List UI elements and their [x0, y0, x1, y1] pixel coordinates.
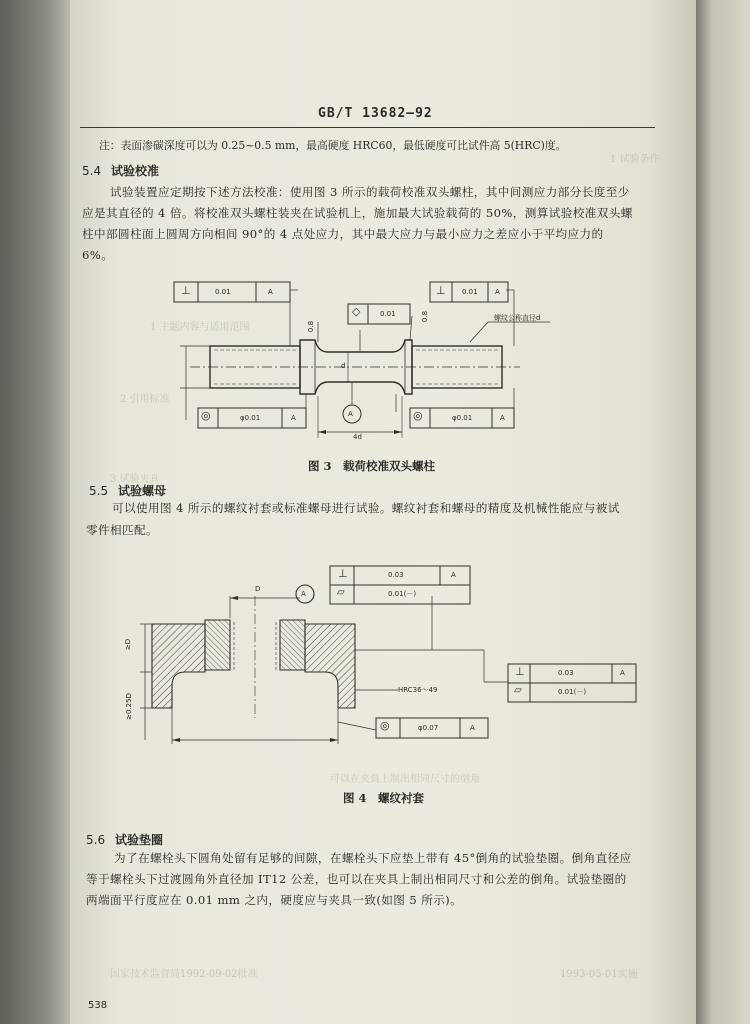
fig4-datum-top: A [451, 571, 456, 579]
fig4-coax-symbol: ◎ [380, 719, 390, 732]
fig3-length-4d: 4d [353, 433, 362, 441]
fig3-datum-left-top: A [268, 288, 273, 296]
fig3-perp-symbol-left: ⊥ [181, 284, 191, 297]
fig4-hardness-label: HRC36～49 [398, 686, 438, 694]
fig3-perp-symbol-right: ⊥ [436, 284, 446, 297]
section-5-5-number: 5.5 [89, 484, 109, 498]
section-5-6-number: 5.6 [86, 833, 106, 847]
fig4-flat-symbol-right: ▱ [514, 685, 522, 696]
fig3-tol-center: 0.01 [380, 310, 396, 318]
fig3-datum-left-bottom: A [291, 414, 296, 422]
fig4-datum-bottom: A [470, 724, 475, 732]
fig3-tol-left-top: 0.01 [215, 288, 231, 296]
section-5-5-line-1: 可以使用图 4 所示的螺纹衬套或标准螺母进行试验。螺纹衬套和螺母的精度及机械性能应与被试 [112, 501, 620, 515]
fig3-datum-a-label: A [348, 410, 353, 418]
fig4-dimension-ge-025D: ≥0.25D [124, 693, 133, 720]
fig4-tol-top: 0.03 [388, 571, 404, 579]
fig4-dimension-ge-D: ≥D [124, 638, 133, 651]
fig4-tol-bottom: φ0.07 [418, 724, 439, 732]
page-number: 538 [88, 1000, 108, 1011]
fig4-flat-symbol-top: ▱ [337, 587, 345, 598]
fig4-datum-a-label: A [301, 590, 306, 598]
section-5-5-line-2: 零件相匹配。 [86, 523, 158, 537]
fig3-coax-symbol-right: ◎ [413, 409, 423, 422]
section-5-4-title: 试验校准 [111, 164, 160, 178]
fig3-radius-right: 0.8 [421, 310, 430, 323]
fig3-tol-right-bottom: φ0.01 [452, 414, 473, 422]
fig3-datum-right-bottom: A [500, 414, 505, 422]
fig4-tol-right: 0.03 [558, 669, 574, 677]
section-5-4-number: 5.4 [82, 164, 102, 178]
standard-number-header: GB/T 13682—92 [318, 106, 433, 121]
fig3-thread-label: 螺纹公称直径d [494, 314, 541, 322]
fig3-datum-right-top: A [495, 288, 500, 296]
section-5-5-title: 试验螺母 [118, 484, 167, 498]
fig3-tol-left-bottom: φ0.01 [240, 414, 261, 422]
fig3-coax-symbol-left: ◎ [201, 409, 211, 422]
fig3-diameter-d: d [341, 362, 346, 370]
fig3-tol-right-top: 0.01 [462, 288, 478, 296]
fig4-datum-right: A [620, 669, 625, 677]
section-5-4-line-4: 6%。 [82, 248, 114, 262]
fig4-dimension-D: D [255, 585, 261, 593]
fig4-perp-symbol-top: ⊥ [338, 567, 348, 580]
section-5-6-title: 试验垫圈 [115, 833, 164, 847]
section-5-4-line-1: 试验装置应定期按下述方法校准：使用图 3 所示的载荷校准双头螺柱，其中间测应力部分长度至少 [110, 185, 630, 199]
section-5-4-line-2: 应是其直径的 4 倍。将校准双头螺柱装夹在试验机上，施加最大试验载荷的 50%，测算试验校准双头螺 [82, 206, 633, 220]
fig4-flat-tol-right: 0.01(－) [558, 688, 587, 696]
section-5-4-line-3: 柱中部圆柱面上圆周方向相间 90°的 4 点处应力，其中最大应力与最小应力之差应小于平均应力的 [82, 227, 604, 241]
scanned-page: 1 试验条件 1 主题内容与适用范围 2 引用标准 3 试验夹具 可以在夹具上制出相同尺寸的倒角 国家技术监督局1992-09-02批准 1993-05-01实施 GB/T 13682—92 注：表面渗碳深度可以为 0.25~0.5 mm，最高硬度 HRC60，最低硬度可比试件高 5(HRC)度。 5.4 试验校准 试验装置应定期按下述方法校准：使用图 3 所示的载荷校准双头螺柱，其中间测应力部分长度至少 应是其直径的 4 倍。将校准双头螺柱装夹在试验机上，施加最大试验载荷的 50%，测算试验校准双头螺 柱中部圆柱面上圆周方向相间 90°的 4 点处应力，其中最大应力与最小应力之差应小于平均应力的 6%。 ⊥ 0.01 A ⊥ 0.01 A ◇ 0.01 ◎ φ0.01 A ◎ φ0.01 A A 螺纹公称直径d 0.8 0.8 d 4d 图 3 载荷校准双头螺柱 5.5 试验螺母 可以使用图 4 所示的螺纹衬套或标准螺母进行试验。螺纹衬套和螺母的精度及机械性能应与被试 零件相匹配。 ⊥ 0.03 A ▱ 0.01(－) ⊥ 0.03 A ▱ 0.01(－) ◎ φ0.07 A A D ≥D ≥0.25D HRC36～49 图 4 螺纹衬套 5.6 试验垫圈 为了在螺栓头下圆角处留有足够的间隙，在螺栓头下应垫上带有 45°倒角的试验垫圈。倒角直径应 等于螺栓头下过渡圆角外直径加 IT12 公差，也可以在夹具上制出相同尺寸和公差的倒角。试验垫圈的 两端面平行度应在 0.01 mm 之内，硬度应与夹具一致(如图 5 所示)。 538 [0, 0, 750, 1024]
figure-4-caption: 图 4 螺纹衬套 [343, 791, 425, 805]
surface-note: 注：表面渗碳深度可以为 0.25~0.5 mm，最高硬度 HRC60，最低硬度可比试件高 5(HRC)度。 [99, 139, 567, 152]
fig3-radius-left: 0.8 [307, 320, 316, 333]
figure-3-caption: 图 3 载荷校准双头螺柱 [308, 459, 436, 473]
section-5-6-line-1: 为了在螺栓头下圆角处留有足够的间隙，在螺栓头下应垫上带有 45°倒角的试验垫圈。倒角直径应 [114, 851, 632, 865]
section-5-6-line-2: 等于螺栓头下过渡圆角外直径加 IT12 公差，也可以在夹具上制出相同尺寸和公差的倒角。试验垫圈的 [86, 872, 627, 886]
section-5-6-line-3: 两端面平行度应在 0.01 mm 之内，硬度应与夹具一致(如图 5 所示)。 [86, 893, 463, 907]
fig3-flat-symbol-center: ◇ [352, 305, 361, 318]
fig4-perp-symbol-right: ⊥ [515, 665, 525, 678]
fig4-flat-tol-top: 0.01(－) [388, 590, 417, 598]
